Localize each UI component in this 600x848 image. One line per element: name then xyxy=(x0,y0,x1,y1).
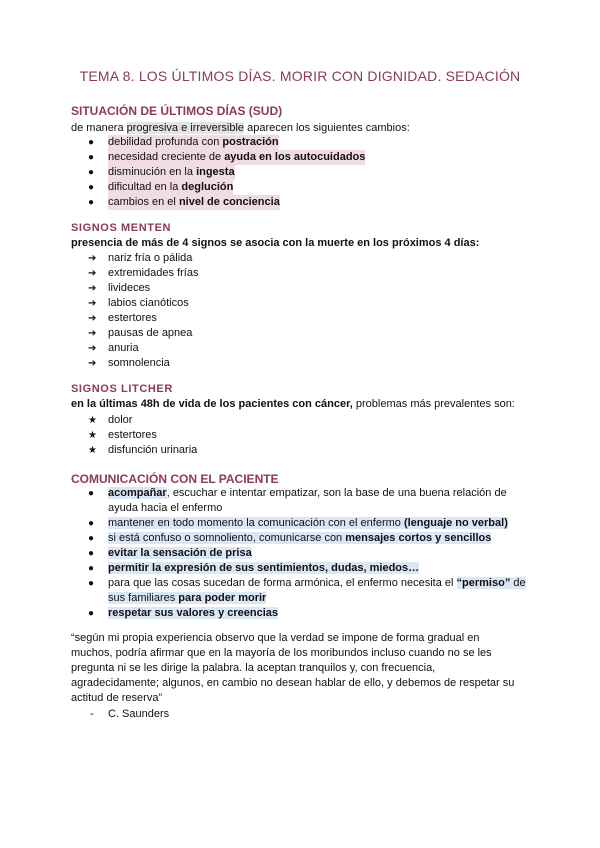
arrow-icon: ➔ xyxy=(88,253,97,264)
list-item xyxy=(88,561,528,576)
list-item xyxy=(88,576,528,606)
sud-intro-text-end: aparecen los siguientes cambios: xyxy=(244,122,410,134)
bullet-icon: ● xyxy=(88,608,95,619)
arrow-icon: ➔ xyxy=(88,343,97,354)
star-icon: ★ xyxy=(88,430,97,441)
author-name: C. Saunders xyxy=(108,708,170,720)
item-bold: respetar sus valores y creencias xyxy=(108,607,279,619)
item-text: con el enfermo xyxy=(325,517,404,529)
item-text: extremidades frías xyxy=(108,267,199,279)
item-text: si está confuso o somnoliento, comunicarse con xyxy=(108,532,346,544)
sud-intro-text: de manera xyxy=(71,122,127,134)
item-bold: “permiso” xyxy=(456,577,511,589)
item-bold: evitar la sensación de prisa xyxy=(108,547,252,559)
arrow-icon: ➔ xyxy=(88,328,97,339)
bullet-icon: ● xyxy=(88,563,95,574)
litcher-intro-bold: en la últimas 48h de vida de los pacientes con cáncer, xyxy=(71,398,353,410)
item-text: , escuchar e intentar empatizar, son la base de una buena relación de ayuda hacia el enfermo xyxy=(108,487,507,514)
item-text: somnolencia xyxy=(108,357,170,369)
item-bold: (lenguaje no verbal) xyxy=(403,517,508,529)
comunicacion-list xyxy=(88,486,528,621)
bullet-icon: ● xyxy=(88,197,95,208)
list-item xyxy=(88,546,528,561)
item-text: disminución en la xyxy=(108,166,197,178)
item-bold: permitir la expresión de sus sentimientos, dudas, miedos… xyxy=(108,562,420,574)
bullet-icon: ● xyxy=(88,533,95,544)
item-text: cambios en el xyxy=(108,196,179,208)
item-text: estertores xyxy=(108,312,157,324)
item-bold: nivel de conciencia xyxy=(178,196,280,208)
quote-author xyxy=(90,708,169,720)
quote-text: “según mi propia experiencia observo que la verdad se impone de forma gradual en muchos, podría afirmar que en la mayoría de los moribundos incluso cuando no se les pregunta ni se les dirige la palabra. la aceptan tranquilos y, con frecuencia, agradecidamente; algunos, en cambio no desean hablar de ello, y debemos de respetar su actitud de reserva” xyxy=(71,632,515,704)
item-text: de sus familiares xyxy=(108,577,526,604)
item-text: necesidad creciente de xyxy=(108,151,225,163)
menten-heading: SIGNOS MENTEN xyxy=(71,222,172,234)
sud-intro-highlight: progresiva e irreversible xyxy=(126,122,245,134)
item-bold: acompañar xyxy=(108,487,167,499)
item-text: nariz fría o pálida xyxy=(108,252,193,264)
item-text: estertores xyxy=(108,429,157,441)
item-text: pausas de apnea xyxy=(108,327,193,339)
item-bold: ingesta xyxy=(196,166,235,178)
item-bold: ayuda en los autocuidados xyxy=(224,151,366,163)
item-text: dificultad en la xyxy=(108,181,182,193)
list-item xyxy=(88,486,528,516)
menten-intro-bold: presencia de más de 4 signos se asocia con la muerte en los próximos 4 días: xyxy=(71,237,480,249)
litcher-intro-rest: problemas más prevalentes son: xyxy=(352,398,515,410)
sud-intro xyxy=(71,122,410,134)
item-bold: postración xyxy=(222,136,279,148)
bullet-icon: ● xyxy=(88,518,95,529)
comunicacion-heading: COMUNICACIÓN CON EL PACIENTE xyxy=(71,472,279,486)
litcher-heading: SIGNOS LITCHER xyxy=(71,383,173,395)
item-text: dolor xyxy=(108,414,133,426)
bullet-icon: ● xyxy=(88,167,95,178)
bullet-icon: ● xyxy=(88,548,95,559)
menten-intro xyxy=(71,237,479,249)
item-text: labios cianóticos xyxy=(108,297,189,309)
arrow-icon: ➔ xyxy=(88,268,97,279)
list-item xyxy=(88,531,528,546)
item-text: para que las cosas sucedan de forma armónica, el enfermo necesita el xyxy=(108,577,457,589)
arrow-icon: ➔ xyxy=(88,358,97,369)
bullet-icon: ● xyxy=(88,488,95,499)
bullet-icon: ● xyxy=(88,152,95,163)
bullet-icon: ● xyxy=(88,137,95,148)
page-title: TEMA 8. LOS ÚLTIMOS DÍAS. MORIR CON DIGNIDAD. SEDACIÓN xyxy=(79,68,521,84)
arrow-icon: ➔ xyxy=(88,298,97,309)
star-icon: ★ xyxy=(88,415,97,426)
item-highlight: comunicación xyxy=(257,517,326,529)
item-bold: para poder morir xyxy=(178,592,267,604)
arrow-icon: ➔ xyxy=(88,313,97,324)
sud-heading: SITUACIÓN DE ÚLTIMOS DÍAS (SUD) xyxy=(71,104,283,118)
arrow-icon: ➔ xyxy=(88,283,97,294)
item-bold: deglución xyxy=(181,181,234,193)
bullet-icon: ● xyxy=(88,578,95,589)
item-text: debilidad profunda con xyxy=(108,136,223,148)
item-text: disfunción urinaria xyxy=(108,444,198,456)
star-icon: ★ xyxy=(88,445,97,456)
item-text: livideces xyxy=(108,282,151,294)
list-item xyxy=(88,606,528,621)
list-item xyxy=(88,516,528,531)
litcher-intro xyxy=(71,398,515,410)
item-text: mantener en todo momento la xyxy=(108,517,258,529)
dash-icon: - xyxy=(90,708,94,720)
item-text: anuria xyxy=(108,342,139,354)
item-bold: mensajes cortos y sencillos xyxy=(345,532,492,544)
bullet-icon: ● xyxy=(88,182,95,193)
